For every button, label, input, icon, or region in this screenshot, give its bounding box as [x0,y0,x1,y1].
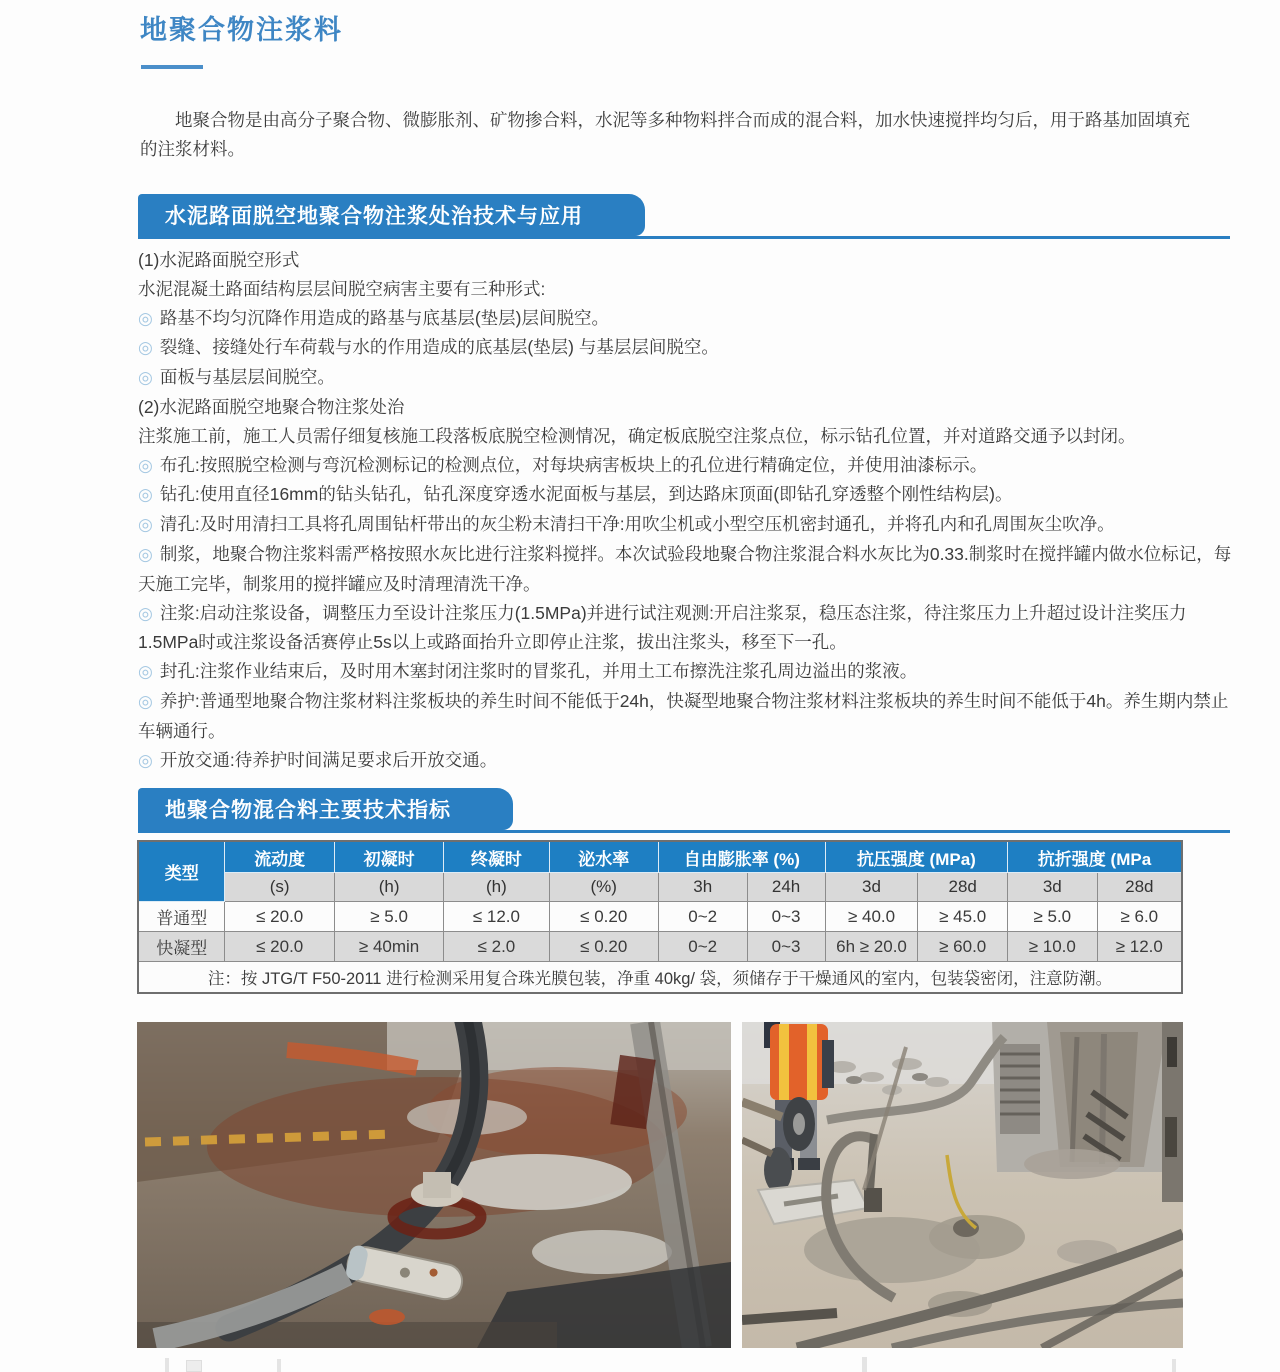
ring-bullet-icon: ◎ [138,750,153,770]
table-cell: 0~2 [659,932,748,962]
table-cell: 0~3 [748,902,826,932]
table-cell: (s) [225,873,334,902]
table-cell: 0~3 [748,932,826,962]
scan-artifact [862,1357,867,1372]
photo-grouting-hole [137,1022,731,1348]
table-cell: 泌水率 [550,842,659,873]
bullet-line [138,304,1236,334]
bullet-line [138,333,1236,363]
table-cell-type-header: 类型 [139,842,225,902]
bullet-line [138,657,1236,687]
text-line: (2)水泥路面脱空地聚合物注浆处治 [138,396,405,417]
bullet-line [138,746,1236,776]
table-row-normal-type [139,902,1181,932]
table-cell: 终凝时 [444,842,549,873]
bullet-line-text: 清孔:及时用清扫工具将孔周围钻杆带出的灰尘粉末清扫干净:用吹尘机或小型空压机密封通孔，并将孔内和孔周围灰尘吹净。 [159,514,1115,535]
scan-artifact [186,1360,202,1372]
table-cell: 24h [748,873,826,902]
photo-grouting-site [742,1022,1183,1348]
table-cell: 3h [659,873,748,902]
table-cell: ≤ 0.20 [550,932,659,962]
ring-bullet-icon: ◎ [138,544,153,564]
bullet-line-text: 裂缝、接缝处行车荷载与水的作用造成的底基层(垫层) 与基层层间脱空。 [159,337,719,358]
table-cell: ≤ 12.0 [444,902,549,932]
table-cell: 3d [1008,873,1098,902]
table-cell: ≥ 40.0 [826,902,919,932]
bullet-line-text: 养护:普通型地聚合物注浆材料注浆板块的养生时间不能低于24h，快凝型地聚合物注浆材料注浆板块的养生时间不能低于4h。养生期内禁止车辆通行。 [138,690,1229,741]
table-cell: 流动度 [225,842,334,873]
bullet-line [138,480,1236,510]
ring-bullet-icon: ◎ [138,691,153,711]
table-cell: 自由膨胀率 (%) [659,842,826,873]
table-cell: 28d [918,873,1008,902]
table-cell: 抗折强度 (MPa [1008,842,1181,873]
table-cell: (%) [550,873,659,902]
bullet-line-text: 路基不均匀沉降作用造成的路基与底基层(垫层)层间脱空。 [159,307,609,328]
intro-paragraph: 地聚合物是由高分子聚合物、微膨胀剂、矿物掺合料，水泥等多种物料拌合而成的混合料，加水快速搅拌均匀后，用于路基加固填充的注浆材料。 [140,110,1190,159]
scan-artifact [165,1358,169,1372]
text-line: (1)水泥路面脱空形式 [138,250,300,270]
table-header-row [139,842,1181,873]
bullet-line [138,540,1236,599]
table-cell: 3d [826,873,919,902]
page-title: 地聚合物注浆料 [140,15,343,45]
table-cell: 28d [1098,873,1181,902]
text-line: 注浆施工前，施工人员需仔细复核施工段落板底脱空检测情况，确定板底脱空注浆点位，标示钻孔位置，并对道路交通予以封闭。 [138,425,1136,446]
ring-bullet-icon: ◎ [138,308,153,328]
table-cell: ≥ 10.0 [1008,932,1098,962]
bullet-line-text: 制浆，地聚合物注浆料需严格按照水灰比进行注浆料搅拌。本次试验段地聚合物注浆混合料水灰比为0.33.制浆时在搅拌罐内做水位标记，每天施工完毕，制浆用的搅拌罐应及时清理清洗干净。 [138,543,1232,594]
bullet-line [138,510,1236,540]
bullet-line-text: 面板与基层层间脱空。 [159,367,335,388]
section-heading-specs: 地聚合物混合料主要技术指标 [138,788,513,830]
table-cell: (h) [444,873,549,902]
bullet-line-text: 布孔:按照脱空检测与弯沉检测标记的检测点位，对每块病害板块上的孔位进行精确定位，并使用油漆标示。 [159,454,988,475]
bullet-line [138,363,1236,393]
table-note-row [139,962,1181,992]
table-cell: 抗压强度 (MPa) [826,842,1008,873]
table-cell: 6h ≥ 20.0 [826,932,919,962]
section-banner-treatment [138,194,1230,239]
bullet-line-text: 注浆:启动注浆设备，调整压力至设计注浆压力(1.5MPa)并进行试注观测:开启注浆泵，稳压态注浆，待注浆压力上升超过设计注奖压力1.5MPa时或注浆设备活赛停止5s以上或路面抬升立即停止注浆，拔出注浆头，移至下一孔。 [138,602,1187,653]
table-subheader-row [139,873,1181,902]
section-heading-treatment: 水泥路面脱空地聚合物注浆处治技术与应用 [138,194,645,236]
bullet-line [138,687,1236,746]
table-cell: ≥ 60.0 [918,932,1008,962]
ring-bullet-icon: ◎ [138,338,153,358]
table-cell: ≥ 5.0 [1008,902,1098,932]
table-cell: ≤ 20.0 [225,932,334,962]
table-cell: ≥ 40min [335,932,444,962]
ring-bullet-icon: ◎ [138,368,153,388]
table-cell: ≤ 20.0 [225,902,334,932]
table-cell: ≥ 12.0 [1098,932,1181,962]
scan-artifact [277,1359,281,1372]
table-cell: ≤ 0.20 [550,902,659,932]
table-cell: 初凝时 [335,842,444,873]
table-cell: ≤ 2.0 [444,932,549,962]
table-cell: 快凝型 [139,932,225,962]
table-cell: 普通型 [139,902,225,932]
ring-bullet-icon: ◎ [138,485,153,505]
bullet-line-text: 钻孔:使用直径16mm的钻头钻孔，钻孔深度穿透水泥面板与基层，到达路床顶面(即钻孔穿透整个刚性结构层)。 [159,484,1013,505]
text-line: 水泥混凝土路面结构层层间脱空病害主要有三种形式: [138,278,546,299]
bullet-line [138,599,1236,658]
spec-table [137,840,1183,994]
ring-bullet-icon: ◎ [138,603,153,623]
table-cell: (h) [335,873,444,902]
table-cell: ≥ 6.0 [1098,902,1181,932]
table-cell: ≥ 5.0 [335,902,444,932]
title-underline-dash [141,65,203,69]
table-cell: 0~2 [659,902,748,932]
scan-artifact [1172,1359,1176,1372]
table-row-fast-type [139,932,1181,962]
section-body-text [138,246,1236,775]
table-note-cell: 注：按 JTG/T F50-2011 进行检测采用复合珠光膜包装，净重 40kg/ 袋，须储存于干燥通风的室内，包装袋密闭，注意防潮。 [139,962,1181,992]
section-banner-specs [138,788,1230,833]
bullet-line-text: 封孔:注浆作业结束后，及时用木塞封闭注浆时的冒浆孔，并用土工布擦洗注浆孔周边溢出的浆液。 [159,661,918,682]
bullet-line [138,451,1236,481]
bullet-line-text: 开放交通:待养护时间满足要求后开放交通。 [159,749,498,770]
ring-bullet-icon: ◎ [138,455,153,475]
ring-bullet-icon: ◎ [138,662,153,682]
ring-bullet-icon: ◎ [138,515,153,535]
table-cell: ≥ 45.0 [918,902,1008,932]
